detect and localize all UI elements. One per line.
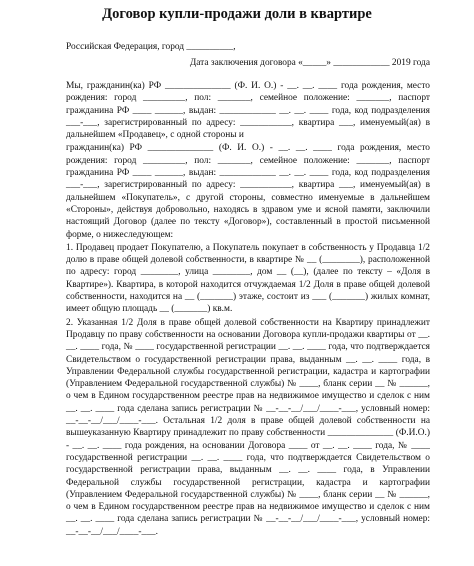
document-body bbox=[66, 80, 430, 538]
document-title: Договор купли-продажи доли в квартире bbox=[102, 6, 372, 22]
clause-2: 2. Указанная 1/2 Доля в праве общей долевой собственности на Квартиру принадлежит Продавцу по праву собственности на основании Договора купли-продажи квартиры от __. __. ____ года, № ____ государственной регистрации __. __. ____ года, что подтверждается Свидетельством о государственной регистрации права, выданным __. __. ____ года, в Управлении Федеральной службы государственной регистрации, кадастра и картографии (Управлением Федеральной государственной службы) № ____, бланк серии __ № ______, о чем в Едином государственном реестре прав на недвижимое имущество и сделок с ним __. __. ____ года сделана запись регистрации № __-__-__/___/____-___, условный номер: __-__-__/___/____-___. Остальная 1/2 доля в праве общей долевой собственности на вышеуказанную Квартиру принадлежит по праву собственности ______________ (Ф.И.О.) - __. __. ____ года рождения, на основании Договора ____ от __. __. ____ года, № ____ государственной регистрации __. __. ____ года, что подтверждается Свидетельством о государственной регистрации права, выданным __. __. ____ года, в Управлении Федеральной службы государственной регистрации, кадастра и картографии (Управлением Федеральной государственной службы) № ____, бланк серии __ № ______, о чем в Едином государственном реестре прав на недвижимое имущество и сделок с ним __. __. ____ года сделана запись регистрации № __-__-__/___/____-___, условный номер: __-__-__/___/____-___. bbox=[66, 317, 430, 537]
paragraph-seller: Мы, гражданин(ка) РФ ______________ (Ф. И. О.) - __. __. ____ года рождения, место рождения: город _________, пол: _______, семейное положение: _______, паспорт гражданина РФ ____ ______, выдан: ____________ __. __. ____ года, код подразделения ___-___, зарегистрированный по адресу: ___________, квартира ___, именуемый(ая) в дальнейшем «Продавец», с одной стороны и bbox=[66, 81, 430, 141]
place-line: Российская Федерация, город __________, bbox=[66, 42, 236, 52]
date-line: Дата заключения договора «_____» ____________ 2019 года bbox=[189, 58, 430, 68]
clause-1: 1. Продавец продает Покупателю, а Покупатель покупает в собственность у Продавца 1/2 долю в праве общей долевой собственности, в квартире № __ (________), расположенной по адресу: город ________, улица ________, дом __ (__), (далее по тексту – «Доля в Квартире»). Квартира, в которой находится отчуждаемая 1/2 Доля в праве общей долевой собственности, находится на __ (_______) этаже, состоит из ___ (_______) жилых комнат, имеет общую площадь __ (_______) кв.м. bbox=[66, 242, 430, 315]
paragraph-buyer: гражданин(ка) РФ ______________ (Ф. И. О.) - __. __. ____ года рождения, место рождения: город _________, пол: _______, семейное положение: _______, паспорт гражданина РФ ____ ______, выдан: ____________ __. __. ____ года, код подразделения ___-___, зарегистрированный по адресу: ___________, квартира ___, именуемый(ая) в дальнейшем «Покупатель», с другой стороны, совместно именуемые в дальнейшем «Стороны», действуя добровольно, находясь в здравом уме и ясной памяти, заключили настоящий Договор (далее по тексту «Договор»), составленный в простой письменной форме, о нижеследующем: bbox=[66, 143, 430, 240]
